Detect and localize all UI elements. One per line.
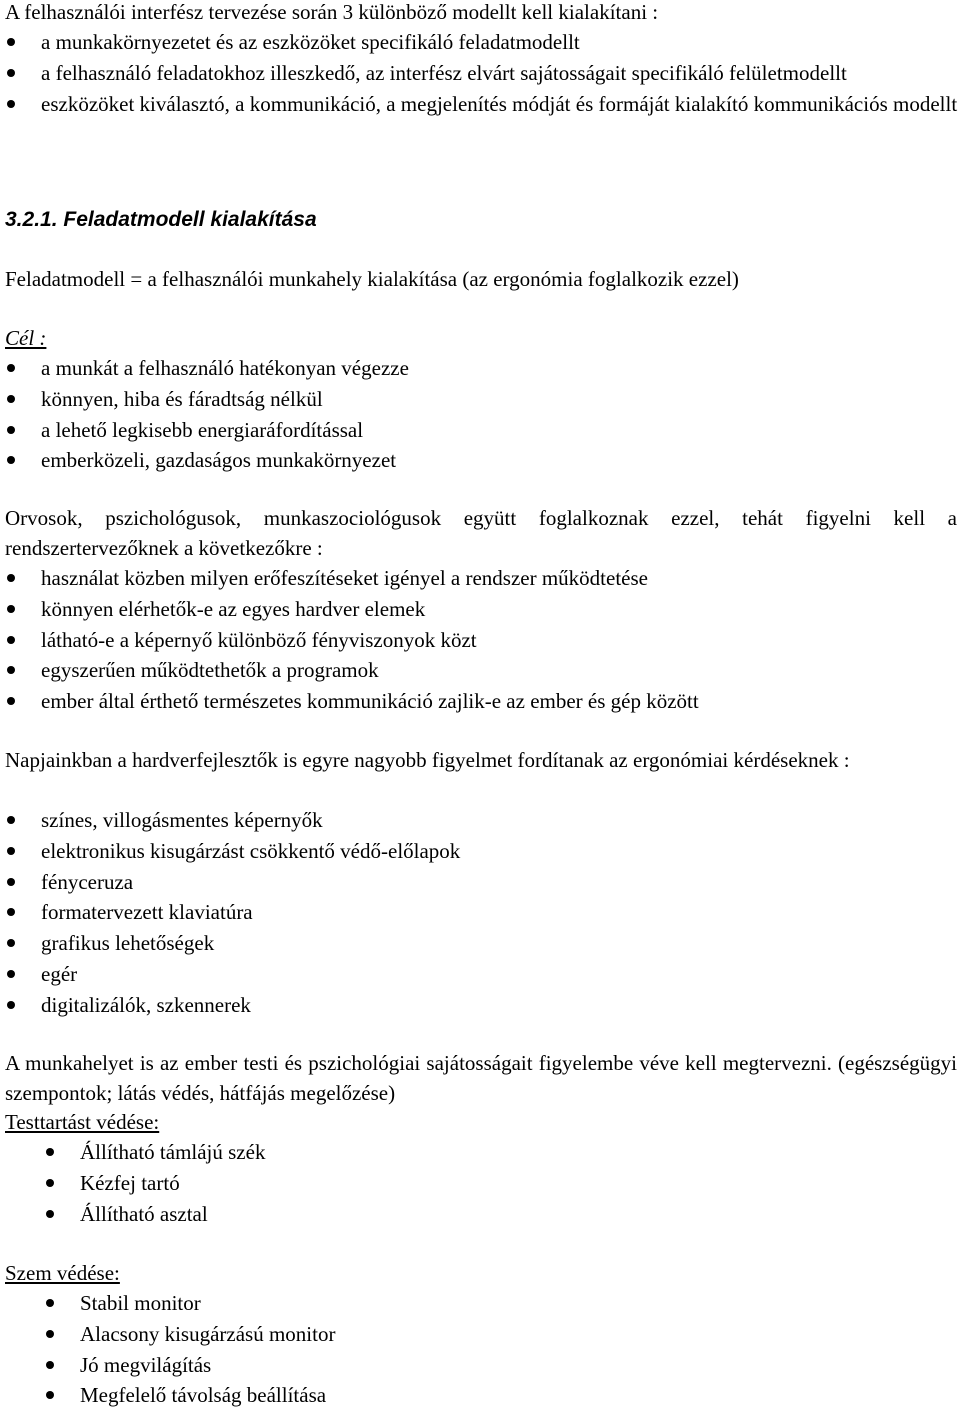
workplace-text: A munkahelyet is az ember testi és pszichológiai sajátosságait figyelembe véve kell megtervezni. (egészségügyi szempontok; látás védés, hátfájás megelőzése) (5, 1051, 957, 1105)
experts-list (0, 563, 960, 717)
goal-label: Cél : (5, 326, 47, 350)
list-item: Megfelelő távolság beállítása (0, 1380, 958, 1411)
list-item: elektronikus kisugárzást csökkentő védő-előlapok (0, 836, 958, 867)
list-item: fényceruza (0, 867, 958, 898)
posture-list (0, 1137, 960, 1229)
list-item: emberközeli, gazdaságos munkakörnyezet (0, 445, 958, 476)
list-item: ember által érthető természetes kommunikáció zajlik-e az ember és gép között (0, 686, 958, 717)
list-item: használat közben milyen erőfeszítéseket igényel a rendszer működtetése (0, 563, 958, 594)
eyes-label: Szem védése: (5, 1261, 120, 1285)
list-item: színes, villogásmentes képernyők (0, 805, 958, 836)
list-item: a lehető legkisebb energiaráfordítással (0, 415, 958, 446)
posture-label-wrap (5, 1107, 159, 1137)
list-item: Állítható asztal (0, 1199, 958, 1230)
list-item: grafikus lehetőségek (0, 928, 958, 959)
section-heading: 3.2.1. Feladatmodell kialakítása (5, 208, 317, 231)
list-item: könnyen, hiba és fáradtság nélkül (0, 384, 958, 415)
list-item: formatervezett klaviatúra (0, 897, 958, 928)
list-item: egyszerűen működtethetők a programok (0, 655, 958, 686)
goal-list (0, 353, 960, 476)
list-item: egér (0, 959, 958, 990)
posture-label: Testtartást védése: (5, 1110, 160, 1134)
list-item: könnyen elérhetők-e az egyes hardver elemek (0, 594, 958, 625)
eyes-label-wrap (5, 1258, 120, 1288)
intro-list (0, 27, 960, 119)
eyes-list (0, 1288, 960, 1411)
intro-text: A felhasználói interfész tervezése során 3 különböző modellt kell kialakítani : (5, 0, 659, 24)
list-item: a felhasználó feladatokhoz illeszkedő, az interfész elvárt sajátosságait specifikáló felületmodellt (0, 58, 958, 89)
list-item: látható-e a képernyő különböző fényviszonyok közt (0, 625, 958, 656)
experts-text: Orvosok, pszichológusok, munkaszociológusok együtt foglalkoznak ezzel, tehát figyelni kell a rendszertervezőknek a következőkre : (5, 506, 957, 560)
hardware-text: Napjainkban a hardverfejlesztők is egyre nagyobb figyelmet fordítanak az ergonómiai kérdéseknek : (5, 748, 850, 772)
list-item: Állítható támlájú szék (0, 1137, 958, 1168)
list-item: eszközöket kiválasztó, a kommunikáció, a megjelenítés módját és formáját kialakító kommunikációs modellt (0, 89, 958, 120)
list-item: Kézfej tartó (0, 1168, 958, 1199)
definition-text: Feladatmodell = a felhasználói munkahely kialakítása (az ergonómia foglalkozik ezzel) (5, 267, 739, 291)
list-item: digitalizálók, szkennerek (0, 990, 958, 1021)
list-item: Stabil monitor (0, 1288, 958, 1319)
list-item: a munkát a felhasználó hatékonyan végezze (0, 353, 958, 384)
list-item: Jó megvilágítás (0, 1350, 958, 1381)
goal-label-wrap (5, 323, 46, 353)
list-item: Alacsony kisugárzású monitor (0, 1319, 958, 1350)
hardware-list (0, 805, 960, 1021)
list-item: a munkakörnyezetet és az eszközöket specifikáló feladatmodellt (0, 27, 958, 58)
